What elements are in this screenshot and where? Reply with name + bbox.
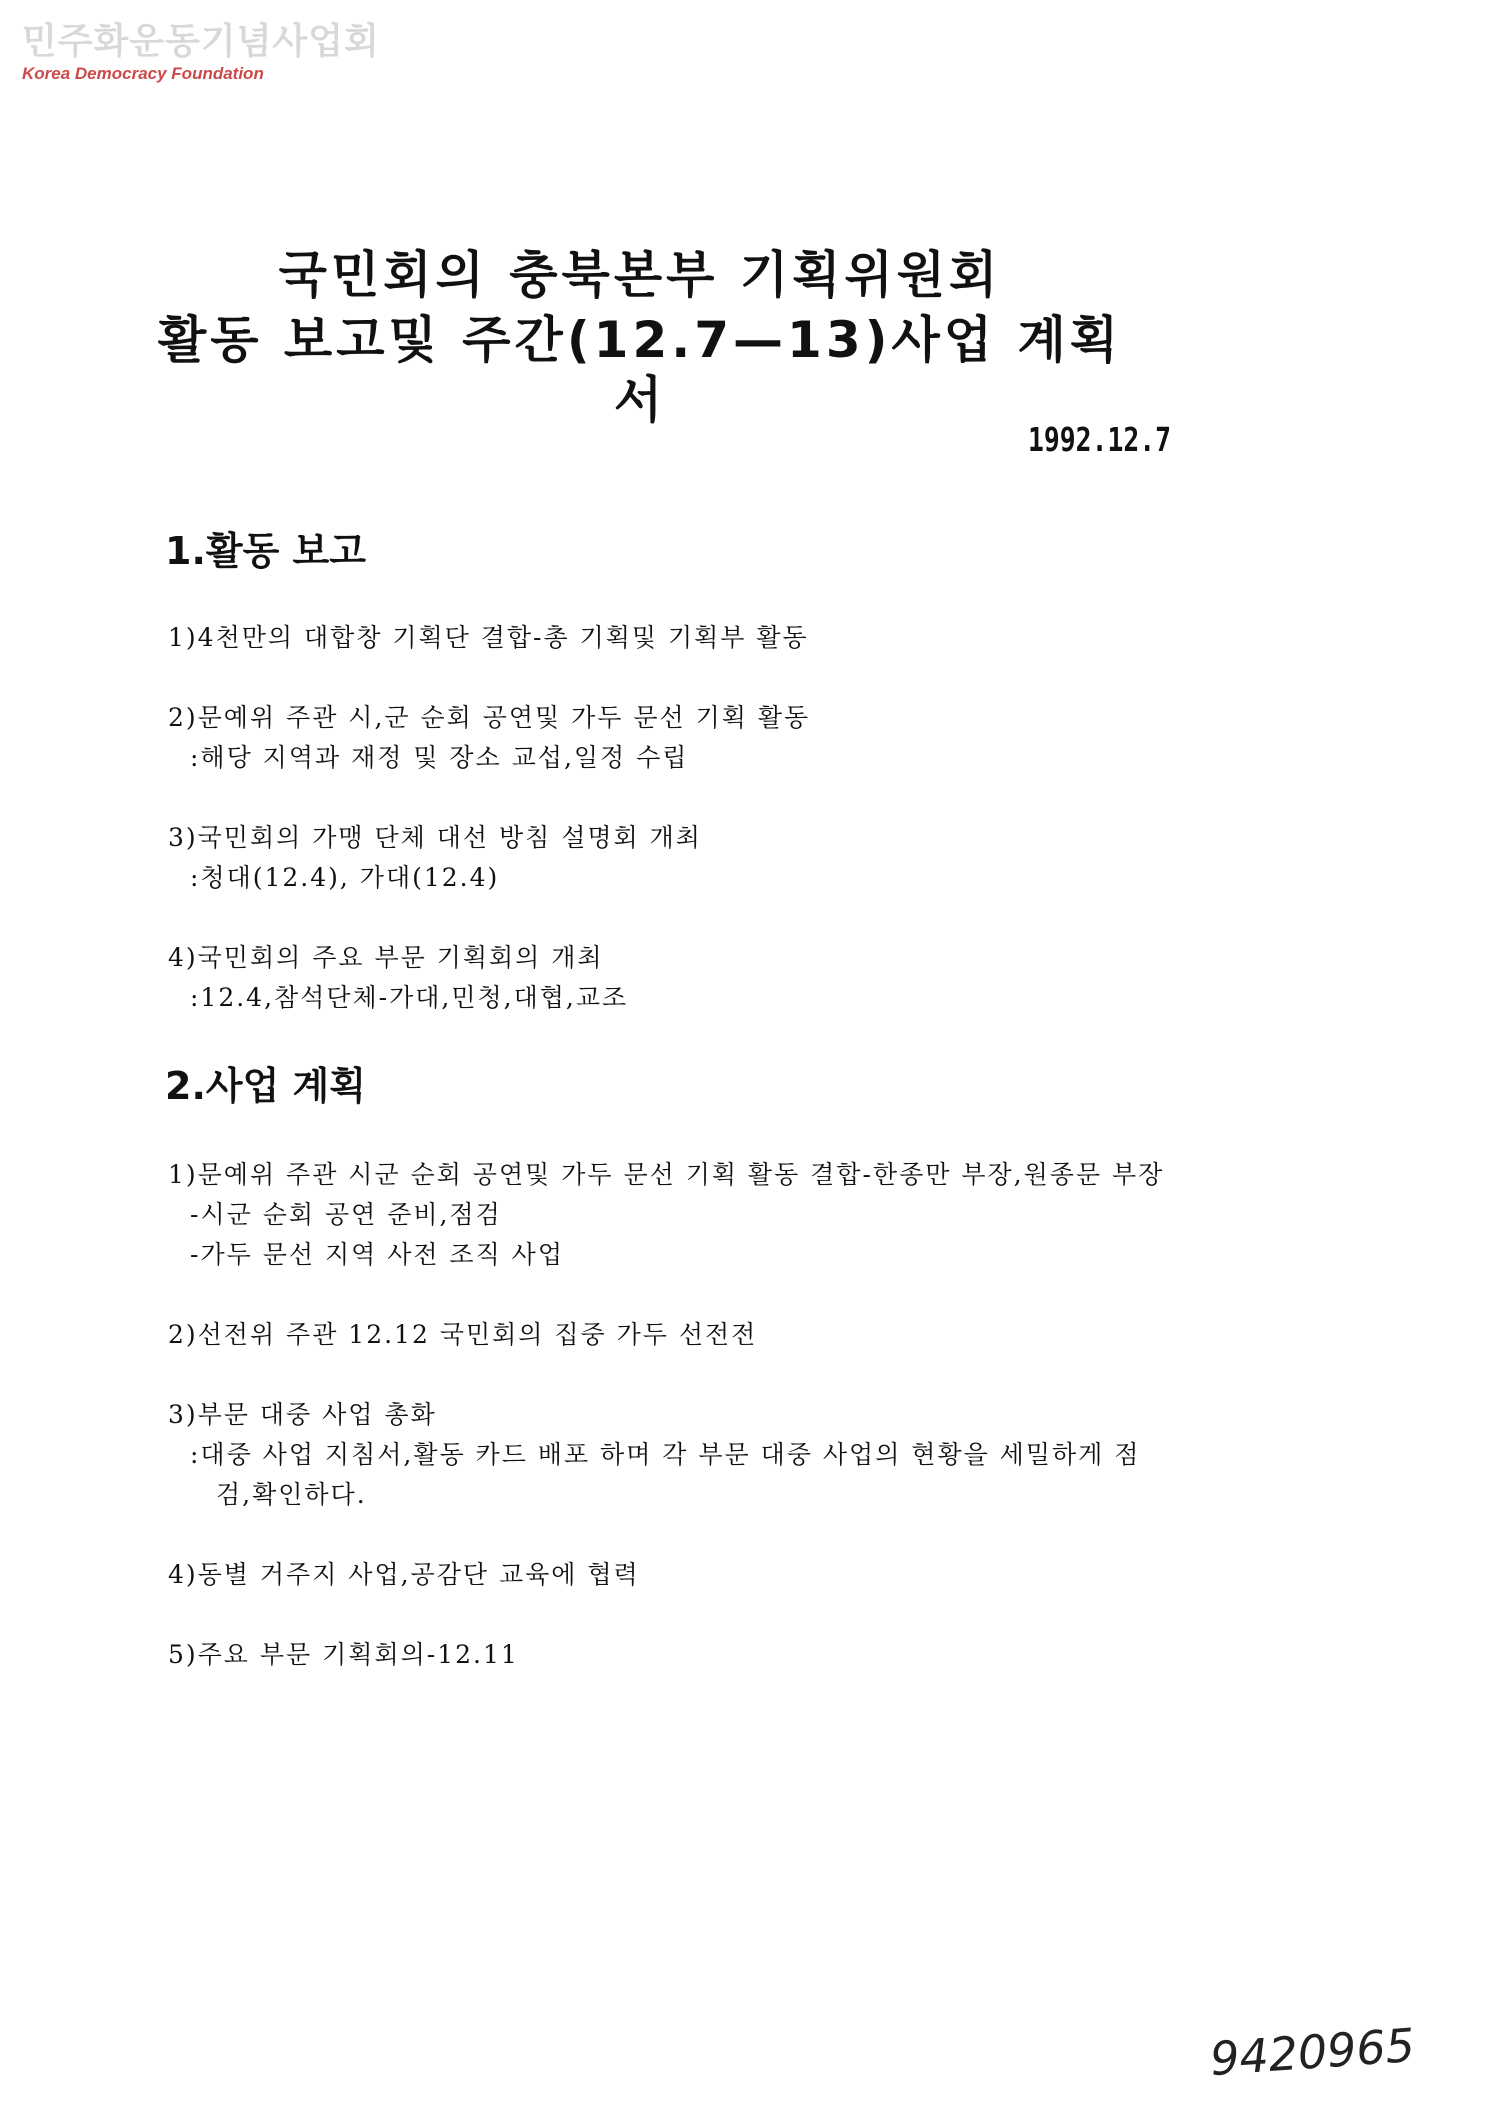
list-item bbox=[168, 818, 1348, 898]
item-detail-line: :12.4,참석단체-가대,민청,대협,교조 bbox=[190, 983, 629, 1012]
item-line: 3)국민회의 가맹 단체 대선 방침 설명회 개최 bbox=[168, 823, 702, 852]
item-line: 2)문예위 주관 시,군 순회 공연및 가두 문선 기획 활동 bbox=[168, 703, 811, 732]
item-line: 4)국민회의 주요 부문 기획회의 개최 bbox=[168, 943, 604, 972]
item-detail-line: -시군 순회 공연 준비,점검 bbox=[190, 1200, 502, 1229]
item-detail-line: -가두 문선 지역 사전 조직 사업 bbox=[190, 1240, 564, 1269]
item-detail-line: :해당 지역과 재정 및 장소 교섭,일정 수립 bbox=[190, 743, 689, 772]
document-title-line-1: 국민회의 충북본부 기획위원회 bbox=[278, 246, 1002, 304]
activity-report-list bbox=[168, 618, 1348, 1058]
logo-english-text: Korea Democracy Foundation bbox=[22, 64, 264, 83]
list-item bbox=[168, 938, 1348, 1018]
item-detail-line: :청대(12.4), 가대(12.4) bbox=[190, 863, 500, 892]
item-line: 2)선전위 주관 12.12 국민회의 집중 가두 선전전 bbox=[168, 1320, 758, 1349]
document-date: 1992.12.7 bbox=[1028, 420, 1172, 459]
item-detail-line: 검,확인하다. bbox=[216, 1480, 367, 1509]
handwritten-document-number: 9420965 bbox=[1208, 2017, 1417, 2087]
list-item bbox=[168, 1555, 1348, 1595]
list-item bbox=[168, 698, 1348, 778]
item-line: 1)4천만의 대합창 기획단 결합-총 기획및 기획부 활동 bbox=[168, 623, 809, 652]
item-line: 4)동별 거주지 사업,공감단 교육에 협력 bbox=[168, 1560, 640, 1589]
watermark-logo bbox=[22, 22, 380, 84]
item-detail-line: :대중 사업 지침서,활동 카드 배포 하며 각 부문 대중 사업의 현황을 세밀하게 점 bbox=[190, 1440, 1141, 1469]
document-title-line-2: 활동 보고및 주간(12.7—13)사업 계획서 bbox=[157, 311, 1123, 429]
list-item bbox=[168, 618, 1348, 658]
item-line: 3)부문 대중 사업 총화 bbox=[168, 1400, 437, 1429]
list-item bbox=[168, 1395, 1348, 1515]
list-item bbox=[168, 1155, 1348, 1275]
logo-korean-text: 민주화운동기념사업회 bbox=[22, 21, 380, 62]
section-heading-business-plan: 2.사업 계획 bbox=[165, 1064, 366, 1108]
section-heading-activity-report: 1.활동 보고 bbox=[165, 529, 366, 573]
business-plan-list bbox=[168, 1155, 1348, 1715]
item-line: 1)문예위 주관 시군 순회 공연및 가두 문선 기획 활동 결합-한종만 부장,원종문 부장 bbox=[168, 1160, 1165, 1189]
item-line: 5)주요 부문 기획회의-12.11 bbox=[168, 1640, 519, 1669]
list-item bbox=[168, 1635, 1348, 1675]
list-item bbox=[168, 1315, 1348, 1355]
